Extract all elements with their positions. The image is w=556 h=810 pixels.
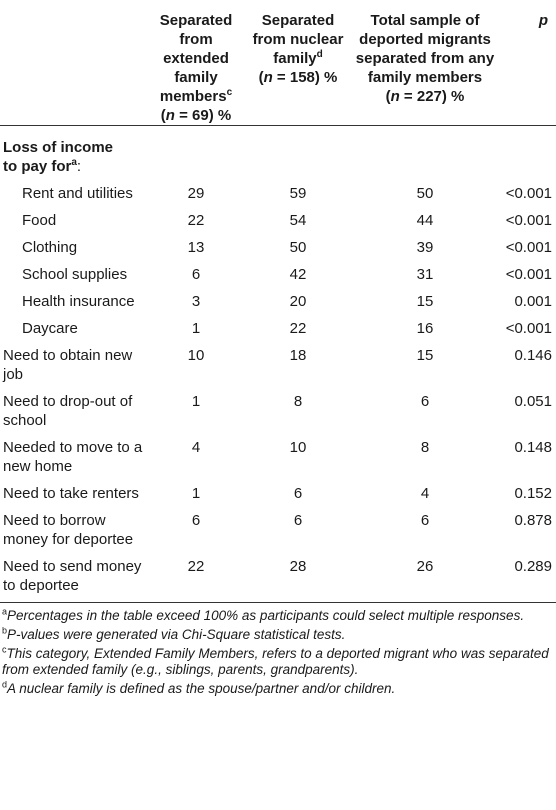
cell-extended: 22 — [187, 212, 205, 229]
cell-extended: 1 — [191, 320, 201, 337]
cell-p-value: 0.289 — [514, 558, 552, 575]
cell-extended: 10 — [187, 347, 205, 364]
cell-p-value: 0.146 — [514, 347, 552, 364]
row-label: School supplies — [22, 266, 128, 283]
cell-nuclear: 6 — [293, 512, 303, 529]
footnote — [2, 608, 556, 624]
footnote-mark: d — [2, 679, 8, 690]
footnote — [2, 681, 556, 697]
cell-nuclear: 28 — [289, 558, 307, 575]
row-label: Need to borrow money for deportee — [3, 512, 134, 548]
row-label: Food — [22, 212, 57, 229]
table-row — [0, 386, 556, 432]
cell-p-value: <0.001 — [505, 212, 552, 229]
cell-nuclear: 50 — [289, 239, 307, 256]
footnote-text: A nuclear family is defined as the spouse/partner and/or children. — [7, 681, 396, 696]
cell-total: 39 — [416, 239, 434, 256]
cell-extended: 13 — [187, 239, 205, 256]
cell-p-value: <0.001 — [505, 185, 552, 202]
row-label: Need to obtain new job — [3, 347, 133, 383]
header-p-value: p — [500, 0, 556, 126]
row-label: Health insurance — [22, 293, 135, 310]
cell-extended: 4 — [191, 439, 201, 456]
cell-extended: 1 — [191, 485, 201, 502]
cell-nuclear: 42 — [289, 266, 307, 283]
cell-nuclear: 6 — [293, 485, 303, 502]
cell-extended: 1 — [191, 393, 201, 410]
cell-total: 15 — [416, 293, 434, 310]
cell-nuclear: 10 — [289, 439, 307, 456]
footnote-mark: c — [2, 644, 7, 655]
header-nuclear-family: Separated from nuclear family$^d$ (n = 158) % — [246, 0, 350, 126]
table-row — [0, 551, 556, 603]
cell-extended: 22 — [187, 558, 205, 575]
table-row — [0, 505, 556, 551]
footnote-mark: a — [2, 606, 8, 617]
cell-extended: 6 — [191, 512, 201, 529]
cell-total: 44 — [416, 212, 434, 229]
row-label: Needed to move to a new home — [3, 439, 143, 475]
cell-p-value: <0.001 — [505, 266, 552, 283]
cell-p-value: 0.001 — [514, 293, 552, 310]
header-blank — [0, 0, 146, 126]
table-header — [0, 0, 556, 126]
table-row — [0, 259, 556, 286]
table-row-group — [0, 126, 556, 179]
cell-p-value: <0.001 — [505, 320, 552, 337]
table-row — [0, 313, 556, 340]
table-row — [0, 340, 556, 386]
footnote-text: P-values were generated via Chi-Square statistical tests. — [7, 627, 346, 642]
table-body — [0, 126, 556, 603]
row-label: Daycare — [22, 320, 78, 337]
footnote-text: This category, Extended Family Members, refers to a deported migrant who was separated from extended family (e.g., siblings, parents, grandparents). — [2, 646, 549, 677]
cell-nuclear: 8 — [293, 393, 303, 410]
row-label: Need to drop-out of school — [3, 393, 133, 429]
group-label: Loss of income to pay for$^a$: — [3, 139, 114, 175]
header-extended-family: Separated from extended family members$^c$ (n = 69) % — [146, 0, 246, 126]
cell-extended: 6 — [191, 266, 201, 283]
footnote-text: Percentages in the table exceed 100% as participants could select multiple responses. — [7, 608, 525, 623]
cell-total: 4 — [420, 485, 430, 502]
row-label: Rent and utilities — [22, 185, 133, 202]
row-label: Need to send money to deportee — [3, 558, 142, 594]
cell-total: 31 — [416, 266, 434, 283]
table-row — [0, 205, 556, 232]
table-row — [0, 232, 556, 259]
cell-p-value: <0.001 — [505, 239, 552, 256]
cell-nuclear: 18 — [289, 347, 307, 364]
cell-nuclear: 54 — [289, 212, 307, 229]
cell-total: 15 — [416, 347, 434, 364]
cell-p-value: 0.051 — [514, 393, 552, 410]
cell-total: 6 — [420, 512, 430, 529]
cell-extended: 3 — [191, 293, 201, 310]
cell-total: 26 — [416, 558, 434, 575]
table-row — [0, 286, 556, 313]
cell-total: 6 — [420, 393, 430, 410]
cell-total: 8 — [420, 439, 430, 456]
cell-nuclear: 20 — [289, 293, 307, 310]
cell-p-value: 0.148 — [514, 439, 552, 456]
footnote-mark: b — [2, 625, 8, 636]
table-row — [0, 432, 556, 478]
table-row — [0, 178, 556, 205]
cell-p-value: 0.878 — [514, 512, 552, 529]
row-label: Clothing — [22, 239, 78, 256]
row-label: Need to take renters — [3, 485, 139, 502]
cell-nuclear: 59 — [289, 185, 307, 202]
cell-extended: 29 — [187, 185, 205, 202]
header-total-sample: Total sample of deported migrants separated from any family members (n = 227) % — [350, 0, 500, 126]
cell-total: 16 — [416, 320, 434, 337]
footnote — [2, 646, 556, 678]
table-row — [0, 478, 556, 505]
footnote — [2, 627, 556, 643]
cell-p-value: 0.152 — [514, 485, 552, 502]
cell-nuclear: 22 — [289, 320, 307, 337]
cell-total: 50 — [416, 185, 434, 202]
footnotes — [0, 603, 556, 697]
